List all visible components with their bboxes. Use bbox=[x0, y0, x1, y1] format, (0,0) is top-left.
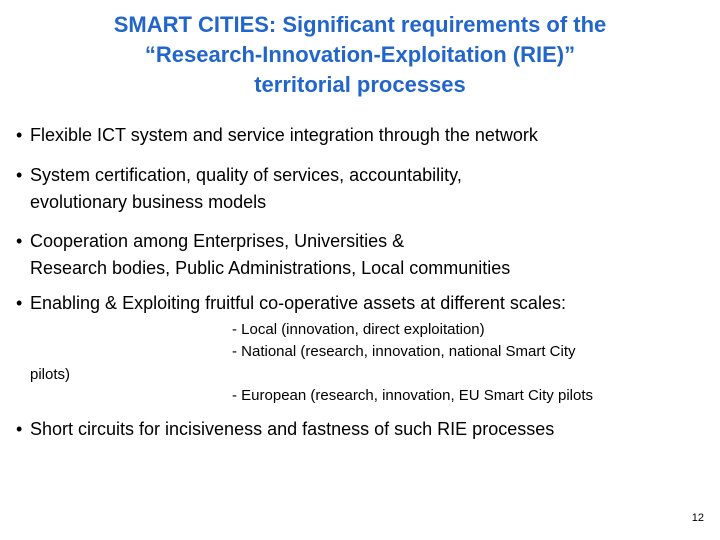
bullet-dot: • bbox=[16, 231, 23, 251]
bullet-text: Enabling & Exploiting fruitful co-operative assets at different scales: bbox=[30, 293, 566, 313]
title-line-3: territorial processes bbox=[254, 72, 466, 97]
page-number: 12 bbox=[691, 512, 704, 524]
scale-local: - Local (innovation, direct exploitation) bbox=[232, 321, 485, 338]
bullet-certification bbox=[16, 162, 462, 216]
slide-title bbox=[20, 10, 700, 100]
bullet-dot: • bbox=[16, 293, 23, 313]
bullet-text: Flexible ICT system and service integration through the network bbox=[30, 125, 538, 145]
bullet-text: System certification, quality of services, accountability, bbox=[30, 165, 462, 185]
scale-european: - European (research, innovation, EU Smart City pilots bbox=[232, 387, 593, 404]
bullet-text: Short circuits for incisiveness and fastness of such RIE processes bbox=[30, 419, 555, 439]
bullet-dot: • bbox=[16, 419, 23, 439]
bullet-short-circuits bbox=[16, 416, 554, 443]
bullet-cooperation bbox=[16, 228, 510, 282]
bullet-enabling-exploiting bbox=[16, 290, 566, 317]
title-line-1: SMART CITIES: Significant requirements of the bbox=[113, 12, 607, 37]
bullet-dot: • bbox=[16, 125, 23, 145]
bullet-dot: • bbox=[16, 165, 23, 185]
bullet-text-continued: Research bodies, Public Administrations, Local communities bbox=[30, 258, 511, 278]
bullet-text: Cooperation among Enterprises, Universities & bbox=[30, 231, 405, 251]
bullet-ict-integration bbox=[16, 122, 538, 149]
bullet-text-continued: evolutionary business models bbox=[30, 192, 267, 212]
scale-national-wrap: pilots) bbox=[30, 366, 71, 383]
scale-national: - National (research, innovation, national Smart City bbox=[232, 343, 576, 360]
title-line-2: “Research-Innovation-Exploitation (RIE)” bbox=[144, 42, 576, 67]
